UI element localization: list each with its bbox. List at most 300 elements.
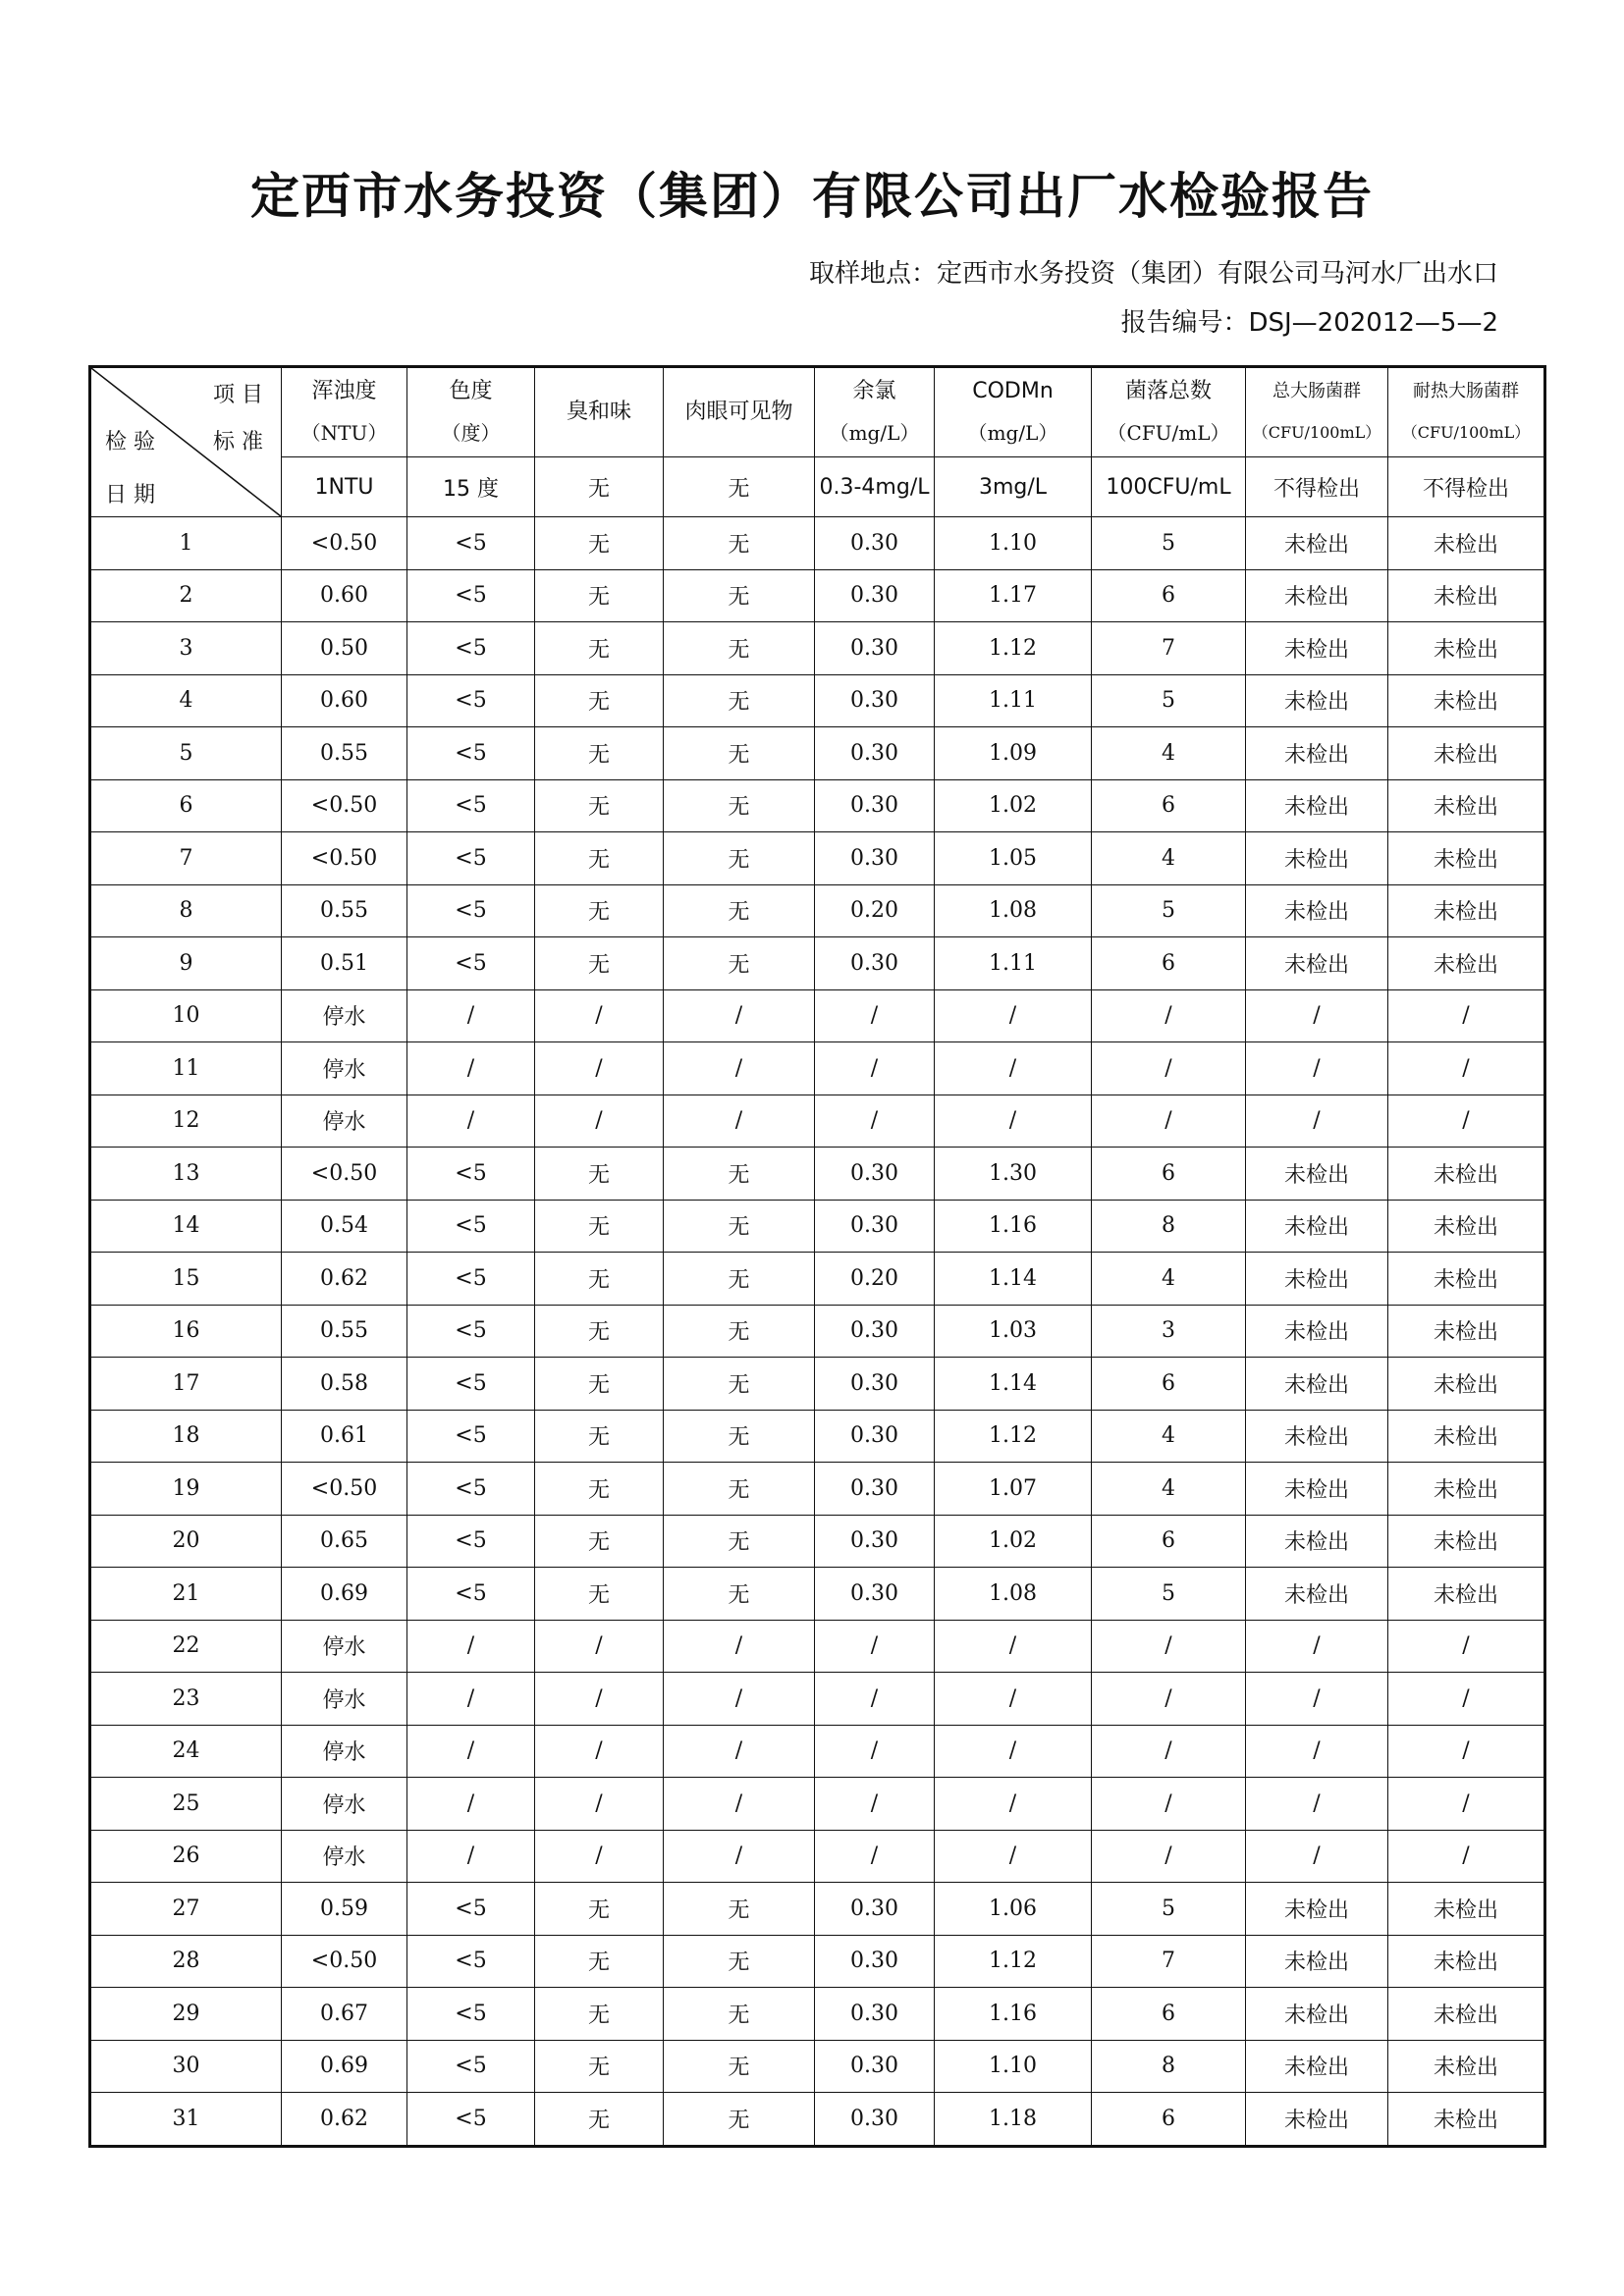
value-cell: / bbox=[1388, 1620, 1545, 1673]
value-cell: 1.14 bbox=[935, 1253, 1092, 1306]
value-cell: 0.50 bbox=[282, 622, 407, 675]
value-cell: / bbox=[535, 1042, 664, 1095]
value-cell: 无 bbox=[535, 674, 664, 727]
value-cell: 停水 bbox=[282, 1042, 407, 1095]
value-cell: 0.58 bbox=[282, 1358, 407, 1411]
value-cell: 5 bbox=[1092, 1883, 1246, 1936]
value-cell: <5 bbox=[407, 622, 535, 675]
value-cell: / bbox=[535, 989, 664, 1042]
value-cell: 3 bbox=[1092, 1305, 1246, 1358]
value-cell: / bbox=[664, 1673, 815, 1726]
date-cell: 16 bbox=[90, 1305, 282, 1358]
report-number: 报告编号：DSJ—202012—5—2 bbox=[1120, 308, 1498, 338]
value-cell: 未检出 bbox=[1246, 1148, 1388, 1201]
value-cell: / bbox=[1092, 989, 1246, 1042]
value-cell: 0.59 bbox=[282, 1883, 407, 1936]
value-cell: 未检出 bbox=[1246, 1935, 1388, 1988]
value-cell: 无 bbox=[535, 1883, 664, 1936]
value-cell: <5 bbox=[407, 674, 535, 727]
value-cell: 无 bbox=[664, 1148, 815, 1201]
sampling-location: 取样地点：定西市水务投资（集团）有限公司马河水厂出水口 bbox=[808, 259, 1498, 289]
value-cell: 停水 bbox=[282, 1725, 407, 1778]
date-cell: 30 bbox=[90, 2040, 282, 2093]
value-cell: 无 bbox=[664, 1253, 815, 1306]
value-cell: 8 bbox=[1092, 2040, 1246, 2093]
value-cell: / bbox=[1092, 1830, 1246, 1883]
value-cell: / bbox=[935, 1725, 1092, 1778]
value-cell: 无 bbox=[535, 1410, 664, 1463]
value-cell: 0.65 bbox=[282, 1515, 407, 1568]
value-cell: 6 bbox=[1092, 1358, 1246, 1411]
value-cell: 0.30 bbox=[815, 1883, 935, 1936]
value-cell: 未检出 bbox=[1388, 674, 1545, 727]
value-cell: <5 bbox=[407, 1463, 535, 1516]
value-cell: 0.54 bbox=[282, 1200, 407, 1253]
date-cell: 22 bbox=[90, 1620, 282, 1673]
table-row bbox=[90, 517, 1545, 570]
value-cell: 1.10 bbox=[935, 2040, 1092, 2093]
value-cell: 0.62 bbox=[282, 1253, 407, 1306]
value-cell: 未检出 bbox=[1246, 1463, 1388, 1516]
value-cell: <5 bbox=[407, 1935, 535, 1988]
value-cell: / bbox=[407, 1725, 535, 1778]
date-cell: 13 bbox=[90, 1148, 282, 1201]
table-row bbox=[90, 989, 1545, 1042]
value-cell: / bbox=[935, 1778, 1092, 1831]
table-row bbox=[90, 2093, 1545, 2147]
column-unit: （NTU） bbox=[300, 421, 388, 445]
table-row bbox=[90, 1988, 1545, 2041]
date-cell: 3 bbox=[90, 622, 282, 675]
date-cell: 12 bbox=[90, 1095, 282, 1148]
value-cell: 6 bbox=[1092, 1515, 1246, 1568]
date-cell: 25 bbox=[90, 1778, 282, 1831]
value-cell: / bbox=[664, 989, 815, 1042]
value-cell: <5 bbox=[407, 1200, 535, 1253]
value-cell: / bbox=[1092, 1673, 1246, 1726]
value-cell: 1.17 bbox=[935, 569, 1092, 622]
value-cell: / bbox=[407, 1095, 535, 1148]
value-cell: 未检出 bbox=[1246, 1883, 1388, 1936]
value-cell: / bbox=[1246, 989, 1388, 1042]
value-cell: 无 bbox=[664, 937, 815, 990]
column-name: 浑浊度 bbox=[311, 379, 377, 403]
value-cell: 6 bbox=[1092, 2093, 1246, 2147]
value-cell: 0.20 bbox=[815, 884, 935, 937]
value-cell: 无 bbox=[664, 569, 815, 622]
date-cell: 18 bbox=[90, 1410, 282, 1463]
value-cell: 0.69 bbox=[282, 1568, 407, 1621]
date-cell: 6 bbox=[90, 779, 282, 832]
value-cell: / bbox=[664, 1725, 815, 1778]
value-cell: 停水 bbox=[282, 1620, 407, 1673]
value-cell: / bbox=[664, 1042, 815, 1095]
value-cell: 未检出 bbox=[1246, 1200, 1388, 1253]
value-cell: 未检出 bbox=[1246, 2040, 1388, 2093]
value-cell: 无 bbox=[535, 2093, 664, 2147]
value-cell: 无 bbox=[664, 674, 815, 727]
value-cell: 1.12 bbox=[935, 622, 1092, 675]
value-cell: 停水 bbox=[282, 1830, 407, 1883]
column-header-4 bbox=[815, 367, 935, 457]
value-cell: <5 bbox=[407, 1883, 535, 1936]
value-cell: 1.30 bbox=[935, 1148, 1092, 1201]
value-cell: 无 bbox=[664, 517, 815, 570]
column-header-1 bbox=[407, 367, 535, 457]
value-cell: 无 bbox=[535, 937, 664, 990]
value-cell: / bbox=[1388, 1042, 1545, 1095]
value-cell: / bbox=[1092, 1620, 1246, 1673]
value-cell: 6 bbox=[1092, 937, 1246, 990]
value-cell: 未检出 bbox=[1246, 517, 1388, 570]
value-cell: 未检出 bbox=[1388, 2040, 1545, 2093]
table-row bbox=[90, 674, 1545, 727]
value-cell: / bbox=[935, 989, 1092, 1042]
value-cell: / bbox=[1388, 1673, 1545, 1726]
column-standard-8: 不得检出 bbox=[1388, 457, 1545, 517]
table-row bbox=[90, 1883, 1545, 1936]
value-cell: 未检出 bbox=[1388, 1148, 1545, 1201]
value-cell: / bbox=[1246, 1778, 1388, 1831]
value-cell: 0.30 bbox=[815, 1148, 935, 1201]
table-row bbox=[90, 1148, 1545, 1201]
value-cell: 未检出 bbox=[1388, 1463, 1545, 1516]
value-cell: 无 bbox=[535, 1463, 664, 1516]
value-cell: / bbox=[815, 1830, 935, 1883]
table-row bbox=[90, 1515, 1545, 1568]
value-cell: 1.07 bbox=[935, 1463, 1092, 1516]
value-cell: / bbox=[1246, 1042, 1388, 1095]
value-cell: 无 bbox=[664, 884, 815, 937]
value-cell: 无 bbox=[535, 2040, 664, 2093]
column-header-8 bbox=[1388, 367, 1545, 457]
value-cell: 0.30 bbox=[815, 2040, 935, 2093]
value-cell: 未检出 bbox=[1388, 1253, 1545, 1306]
value-cell: 未检出 bbox=[1246, 1305, 1388, 1358]
value-cell: 无 bbox=[664, 1935, 815, 1988]
date-cell: 23 bbox=[90, 1673, 282, 1726]
column-unit: （mg/L） bbox=[829, 421, 920, 445]
table-row bbox=[90, 727, 1545, 780]
corner-label-item: 项 目 bbox=[213, 383, 263, 407]
value-cell: 0.55 bbox=[282, 727, 407, 780]
value-cell: 5 bbox=[1092, 1568, 1246, 1621]
value-cell: 未检出 bbox=[1388, 622, 1545, 675]
date-cell: 29 bbox=[90, 1988, 282, 2041]
value-cell: / bbox=[535, 1725, 664, 1778]
value-cell: 无 bbox=[535, 1568, 664, 1621]
value-cell: 无 bbox=[664, 1883, 815, 1936]
column-name: 肉眼可见物 bbox=[684, 400, 793, 424]
column-header-0 bbox=[282, 367, 407, 457]
value-cell: 6 bbox=[1092, 569, 1246, 622]
table-row bbox=[90, 1725, 1545, 1778]
value-cell: 未检出 bbox=[1246, 1988, 1388, 2041]
value-cell: / bbox=[1246, 1620, 1388, 1673]
value-cell: 1.16 bbox=[935, 1988, 1092, 2041]
value-cell: 未检出 bbox=[1246, 2093, 1388, 2147]
value-cell: 6 bbox=[1092, 1148, 1246, 1201]
value-cell: 0.30 bbox=[815, 1410, 935, 1463]
value-cell: / bbox=[1246, 1095, 1388, 1148]
value-cell: <0.50 bbox=[282, 779, 407, 832]
value-cell: 0.30 bbox=[815, 1305, 935, 1358]
value-cell: 停水 bbox=[282, 1095, 407, 1148]
value-cell: 1.14 bbox=[935, 1358, 1092, 1411]
value-cell: 无 bbox=[664, 832, 815, 885]
value-cell: 未检出 bbox=[1388, 1568, 1545, 1621]
value-cell: 未检出 bbox=[1388, 937, 1545, 990]
value-cell: / bbox=[1388, 1095, 1545, 1148]
value-cell: <0.50 bbox=[282, 1935, 407, 1988]
value-cell: / bbox=[407, 1778, 535, 1831]
value-cell: 4 bbox=[1092, 1253, 1246, 1306]
value-cell: 未检出 bbox=[1246, 727, 1388, 780]
value-cell: 停水 bbox=[282, 1778, 407, 1831]
value-cell: <5 bbox=[407, 884, 535, 937]
value-cell: 未检出 bbox=[1388, 727, 1545, 780]
value-cell: <0.50 bbox=[282, 1148, 407, 1201]
value-cell: / bbox=[535, 1830, 664, 1883]
value-cell: 0.30 bbox=[815, 727, 935, 780]
value-cell: 0.60 bbox=[282, 569, 407, 622]
value-cell: <5 bbox=[407, 1358, 535, 1411]
value-cell: <5 bbox=[407, 2093, 535, 2147]
table-row bbox=[90, 1042, 1545, 1095]
value-cell: 无 bbox=[535, 1253, 664, 1306]
table-row bbox=[90, 1463, 1545, 1516]
table-row bbox=[90, 1095, 1545, 1148]
header-row-standards bbox=[90, 457, 1545, 517]
date-cell: 1 bbox=[90, 517, 282, 570]
value-cell: 未检出 bbox=[1246, 569, 1388, 622]
value-cell: <5 bbox=[407, 727, 535, 780]
value-cell: <5 bbox=[407, 1568, 535, 1621]
column-name: 余氯 bbox=[852, 379, 896, 403]
value-cell: 0.30 bbox=[815, 937, 935, 990]
table-row bbox=[90, 1778, 1545, 1831]
column-name: 菌落总数 bbox=[1124, 379, 1212, 403]
value-cell: / bbox=[535, 1095, 664, 1148]
table-row bbox=[90, 937, 1545, 990]
value-cell: / bbox=[935, 1673, 1092, 1726]
value-cell: 未检出 bbox=[1388, 1200, 1545, 1253]
value-cell: <5 bbox=[407, 1253, 535, 1306]
value-cell: / bbox=[815, 1095, 935, 1148]
date-cell: 26 bbox=[90, 1830, 282, 1883]
value-cell: <0.50 bbox=[282, 832, 407, 885]
value-cell: <5 bbox=[407, 2040, 535, 2093]
column-unit: （CFU/100mL） bbox=[1401, 423, 1531, 442]
value-cell: 无 bbox=[664, 1200, 815, 1253]
value-cell: 0.69 bbox=[282, 2040, 407, 2093]
value-cell: <5 bbox=[407, 832, 535, 885]
value-cell: 未检出 bbox=[1246, 937, 1388, 990]
column-name: 色度 bbox=[449, 379, 493, 403]
value-cell: <5 bbox=[407, 937, 535, 990]
date-cell: 27 bbox=[90, 1883, 282, 1936]
value-cell: 5 bbox=[1092, 517, 1246, 570]
value-cell: / bbox=[815, 1725, 935, 1778]
value-cell: / bbox=[815, 1042, 935, 1095]
value-cell: / bbox=[935, 1830, 1092, 1883]
value-cell: 5 bbox=[1092, 674, 1246, 727]
date-cell: 15 bbox=[90, 1253, 282, 1306]
value-cell: 1.12 bbox=[935, 1935, 1092, 1988]
date-cell: 14 bbox=[90, 1200, 282, 1253]
date-cell: 19 bbox=[90, 1463, 282, 1516]
value-cell: 0.62 bbox=[282, 2093, 407, 2147]
table-row bbox=[90, 1410, 1545, 1463]
column-standard-0: 1NTU bbox=[282, 457, 407, 517]
value-cell: 0.30 bbox=[815, 832, 935, 885]
value-cell: / bbox=[535, 1778, 664, 1831]
value-cell: 1.16 bbox=[935, 1200, 1092, 1253]
report-title: 定西市水务投资（集团）有限公司出厂水检验报告 bbox=[250, 168, 1374, 225]
value-cell: 1.08 bbox=[935, 884, 1092, 937]
value-cell: 0.30 bbox=[815, 674, 935, 727]
table-row bbox=[90, 2040, 1545, 2093]
value-cell: 1.18 bbox=[935, 2093, 1092, 2147]
value-cell: 无 bbox=[535, 517, 664, 570]
column-standard-5: 3mg/L bbox=[935, 457, 1092, 517]
value-cell: 1.06 bbox=[935, 1883, 1092, 1936]
value-cell: / bbox=[664, 1830, 815, 1883]
value-cell: / bbox=[1092, 1778, 1246, 1831]
column-standard-2: 无 bbox=[535, 457, 664, 517]
date-cell: 21 bbox=[90, 1568, 282, 1621]
value-cell: 0.30 bbox=[815, 779, 935, 832]
column-header-7 bbox=[1246, 367, 1388, 457]
column-name: 总大肠菌群 bbox=[1272, 381, 1361, 401]
value-cell: / bbox=[1092, 1042, 1246, 1095]
date-cell: 24 bbox=[90, 1725, 282, 1778]
column-header-5 bbox=[935, 367, 1092, 457]
value-cell: 1.03 bbox=[935, 1305, 1092, 1358]
value-cell: 无 bbox=[664, 779, 815, 832]
value-cell: 无 bbox=[535, 884, 664, 937]
column-unit: （CFU/100mL） bbox=[1252, 423, 1381, 442]
date-cell: 11 bbox=[90, 1042, 282, 1095]
value-cell: 0.30 bbox=[815, 1463, 935, 1516]
value-cell: 无 bbox=[535, 1515, 664, 1568]
value-cell: 1.11 bbox=[935, 937, 1092, 990]
value-cell: / bbox=[1246, 1673, 1388, 1726]
column-standard-7: 不得检出 bbox=[1246, 457, 1388, 517]
value-cell: 无 bbox=[535, 569, 664, 622]
column-unit: （mg/L） bbox=[967, 421, 1058, 445]
column-unit: （CFU/mL） bbox=[1107, 421, 1230, 445]
value-cell: 无 bbox=[664, 1568, 815, 1621]
value-cell: 未检出 bbox=[1246, 1515, 1388, 1568]
value-cell: 无 bbox=[664, 2040, 815, 2093]
value-cell: 无 bbox=[664, 727, 815, 780]
value-cell: / bbox=[1388, 1725, 1545, 1778]
table-row bbox=[90, 1830, 1545, 1883]
value-cell: 1.02 bbox=[935, 779, 1092, 832]
value-cell: / bbox=[407, 1042, 535, 1095]
table-row bbox=[90, 1620, 1545, 1673]
value-cell: 未检出 bbox=[1246, 1410, 1388, 1463]
value-cell: 无 bbox=[664, 1988, 815, 2041]
date-cell: 4 bbox=[90, 674, 282, 727]
value-cell: 未检出 bbox=[1388, 2093, 1545, 2147]
value-cell: 未检出 bbox=[1388, 569, 1545, 622]
value-cell: 未检出 bbox=[1388, 517, 1545, 570]
value-cell: / bbox=[407, 989, 535, 1042]
value-cell: 未检出 bbox=[1388, 1358, 1545, 1411]
value-cell: 无 bbox=[535, 1358, 664, 1411]
date-cell: 20 bbox=[90, 1515, 282, 1568]
value-cell: 0.55 bbox=[282, 884, 407, 937]
value-cell: 未检出 bbox=[1388, 832, 1545, 885]
value-cell: <0.50 bbox=[282, 517, 407, 570]
value-cell: 0.30 bbox=[815, 2093, 935, 2147]
value-cell: <5 bbox=[407, 569, 535, 622]
value-cell: 停水 bbox=[282, 989, 407, 1042]
date-cell: 31 bbox=[90, 2093, 282, 2147]
table-corner-header bbox=[90, 367, 282, 517]
table-row bbox=[90, 1935, 1545, 1988]
value-cell: 未检出 bbox=[1246, 622, 1388, 675]
value-cell: 无 bbox=[664, 1463, 815, 1516]
value-cell: 未检出 bbox=[1388, 884, 1545, 937]
value-cell: / bbox=[815, 1620, 935, 1673]
value-cell: / bbox=[1388, 1830, 1545, 1883]
value-cell: 1.11 bbox=[935, 674, 1092, 727]
value-cell: <5 bbox=[407, 1305, 535, 1358]
value-cell: <5 bbox=[407, 779, 535, 832]
value-cell: 4 bbox=[1092, 832, 1246, 885]
value-cell: / bbox=[1092, 1095, 1246, 1148]
table-row bbox=[90, 622, 1545, 675]
table-row bbox=[90, 779, 1545, 832]
value-cell: 无 bbox=[535, 1988, 664, 2041]
value-cell: / bbox=[664, 1095, 815, 1148]
value-cell: 0.30 bbox=[815, 1988, 935, 2041]
date-cell: 2 bbox=[90, 569, 282, 622]
value-cell: 无 bbox=[535, 779, 664, 832]
value-cell: 4 bbox=[1092, 1410, 1246, 1463]
value-cell: 无 bbox=[664, 1515, 815, 1568]
value-cell: / bbox=[1092, 1725, 1246, 1778]
value-cell: 0.30 bbox=[815, 1515, 935, 1568]
value-cell: 无 bbox=[664, 622, 815, 675]
date-cell: 28 bbox=[90, 1935, 282, 1988]
column-standard-4: 0.3-4mg/L bbox=[815, 457, 935, 517]
value-cell: 8 bbox=[1092, 1200, 1246, 1253]
table-row bbox=[90, 1305, 1545, 1358]
column-standard-3: 无 bbox=[664, 457, 815, 517]
value-cell: 未检出 bbox=[1246, 779, 1388, 832]
column-standard-1: 15 度 bbox=[407, 457, 535, 517]
value-cell: 7 bbox=[1092, 1935, 1246, 1988]
value-cell: / bbox=[1388, 989, 1545, 1042]
value-cell: 未检出 bbox=[1388, 1988, 1545, 2041]
table-row bbox=[90, 1673, 1545, 1726]
value-cell: / bbox=[1246, 1830, 1388, 1883]
value-cell: 0.30 bbox=[815, 1200, 935, 1253]
value-cell: / bbox=[815, 1673, 935, 1726]
corner-label-standard: 标 准 bbox=[213, 430, 263, 454]
value-cell: 0.30 bbox=[815, 1568, 935, 1621]
value-cell: <5 bbox=[407, 1515, 535, 1568]
date-cell: 5 bbox=[90, 727, 282, 780]
value-cell: / bbox=[1246, 1725, 1388, 1778]
value-cell: 无 bbox=[535, 1935, 664, 1988]
value-cell: / bbox=[407, 1673, 535, 1726]
value-cell: 未检出 bbox=[1246, 832, 1388, 885]
